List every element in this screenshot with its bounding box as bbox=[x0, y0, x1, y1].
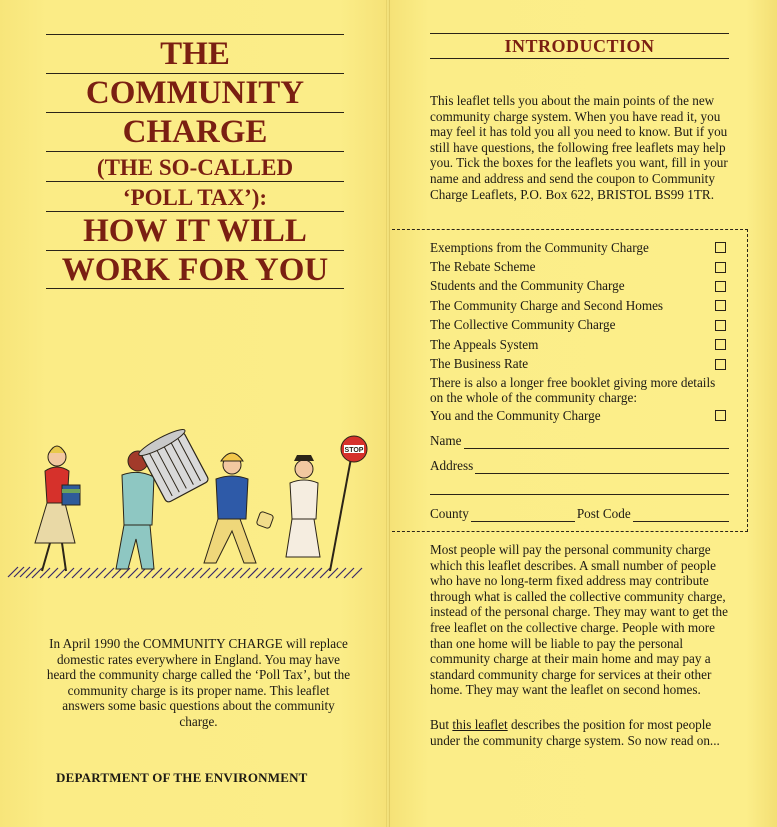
heading-rule bbox=[430, 58, 729, 59]
name-input-line[interactable] bbox=[464, 436, 730, 449]
paragraph-text: describes the position for most people under the community charge system. So now read on... bbox=[430, 717, 720, 748]
leaflet-label: The Business Rate bbox=[430, 356, 529, 372]
address-input-line[interactable] bbox=[475, 461, 729, 474]
paragraph-text: But bbox=[430, 717, 453, 732]
man-with-helmet bbox=[204, 453, 274, 563]
people-illustration bbox=[0, 425, 386, 590]
tick-box[interactable] bbox=[715, 262, 726, 273]
left-intro-text: In April 1990 the COMMUNITY CHARGE will replace domestic rates everywhere in England. You may have heard the community charge called the ‘Poll Tax’, but the community charge is its proper name. This leaflet answers some basic questions about the community charge. bbox=[46, 636, 351, 729]
ground-hatching bbox=[8, 567, 362, 578]
title-line: WORK FOR YOU bbox=[46, 250, 344, 289]
leaflet-item bbox=[430, 316, 730, 335]
name-field bbox=[430, 433, 729, 449]
leaflet-label: The Collective Community Charge bbox=[430, 317, 616, 333]
page-fold bbox=[386, 0, 390, 827]
underlined-phrase: this leaflet bbox=[452, 717, 508, 732]
woman-with-books bbox=[35, 446, 80, 571]
leaflet-label: The Rebate Scheme bbox=[430, 259, 536, 275]
name-label: Name bbox=[430, 433, 462, 448]
booklet-item bbox=[430, 406, 730, 425]
county-input-line[interactable] bbox=[471, 509, 575, 522]
address-input-line-2[interactable] bbox=[430, 494, 729, 495]
tick-box[interactable] bbox=[715, 410, 726, 421]
leaflet-item bbox=[430, 335, 730, 354]
leaflet-item bbox=[430, 277, 730, 296]
tick-box[interactable] bbox=[715, 300, 726, 311]
booklet-label: You and the Community Charge bbox=[430, 407, 601, 423]
postcode-label: Post Code bbox=[576, 506, 631, 521]
postcode-input-line[interactable] bbox=[633, 509, 729, 522]
leaflet-item bbox=[430, 257, 730, 276]
address-field bbox=[430, 458, 729, 474]
crossing-patrol bbox=[286, 436, 367, 571]
leaflet-label: The Community Charge and Second Homes bbox=[430, 297, 664, 313]
title-block bbox=[46, 34, 344, 289]
leaflet-item bbox=[430, 238, 730, 257]
introduction-paragraph: This leaflet tells you about the main points of the new community charge system. When you have read it, you may feel it has told you all you need to know. But if you still have questions, the following free leaflets may help you. Tick the boxes for the leaflets you want, fill in your name and address and send the coupon to Community Charge Leaflets, P.O. Box 622, BRISTOL BS99 1TR. bbox=[430, 93, 728, 202]
man-with-dustbin bbox=[116, 426, 211, 569]
county-postcode-row bbox=[430, 506, 729, 522]
body-paragraph-1: Most people will pay the personal community charge which this leaflet describes. A small number of people who have no long-term fixed address may contribute through what is called the collective community charge, instead of the personal charge. They may want to get the free leaflet on the collective charge. People with more than one home will be liable to pay the personal community charge at their main home and may pay a standard community charge for services at their other home. They may want the leaflet on second homes. bbox=[430, 542, 728, 698]
leaflet-item bbox=[430, 296, 730, 315]
leaflet-item bbox=[430, 354, 730, 373]
county-label: County bbox=[430, 506, 469, 521]
tick-box[interactable] bbox=[715, 359, 726, 370]
address-label: Address bbox=[430, 458, 474, 473]
title-line: HOW IT WILL bbox=[46, 211, 344, 250]
body-paragraph-2 bbox=[430, 717, 735, 748]
title-line: (THE SO-CALLED bbox=[46, 151, 344, 181]
tick-box[interactable] bbox=[715, 320, 726, 331]
title-line: ‘POLL TAX’): bbox=[46, 181, 344, 211]
heading-rule bbox=[430, 33, 729, 34]
booklet-note: There is also a longer free booklet giving more details on the whole of the community charge: bbox=[430, 375, 716, 406]
tick-box[interactable] bbox=[715, 339, 726, 350]
introduction-heading: INTRODUCTION bbox=[504, 36, 655, 56]
leaflet-checklist bbox=[430, 238, 730, 374]
title-line: COMMUNITY bbox=[46, 73, 344, 112]
leaflet-label: The Appeals System bbox=[430, 336, 539, 352]
leaflet-label: Students and the Community Charge bbox=[430, 278, 625, 294]
department-name: DEPARTMENT OF THE ENVIRONMENT bbox=[56, 770, 308, 785]
stop-sign-text: STOP bbox=[344, 447, 364, 454]
title-line: CHARGE bbox=[46, 112, 344, 151]
leaflet-label: Exemptions from the Community Charge bbox=[430, 239, 649, 255]
tick-box[interactable] bbox=[715, 281, 726, 292]
tick-box[interactable] bbox=[715, 242, 726, 253]
title-line: THE bbox=[46, 34, 344, 73]
